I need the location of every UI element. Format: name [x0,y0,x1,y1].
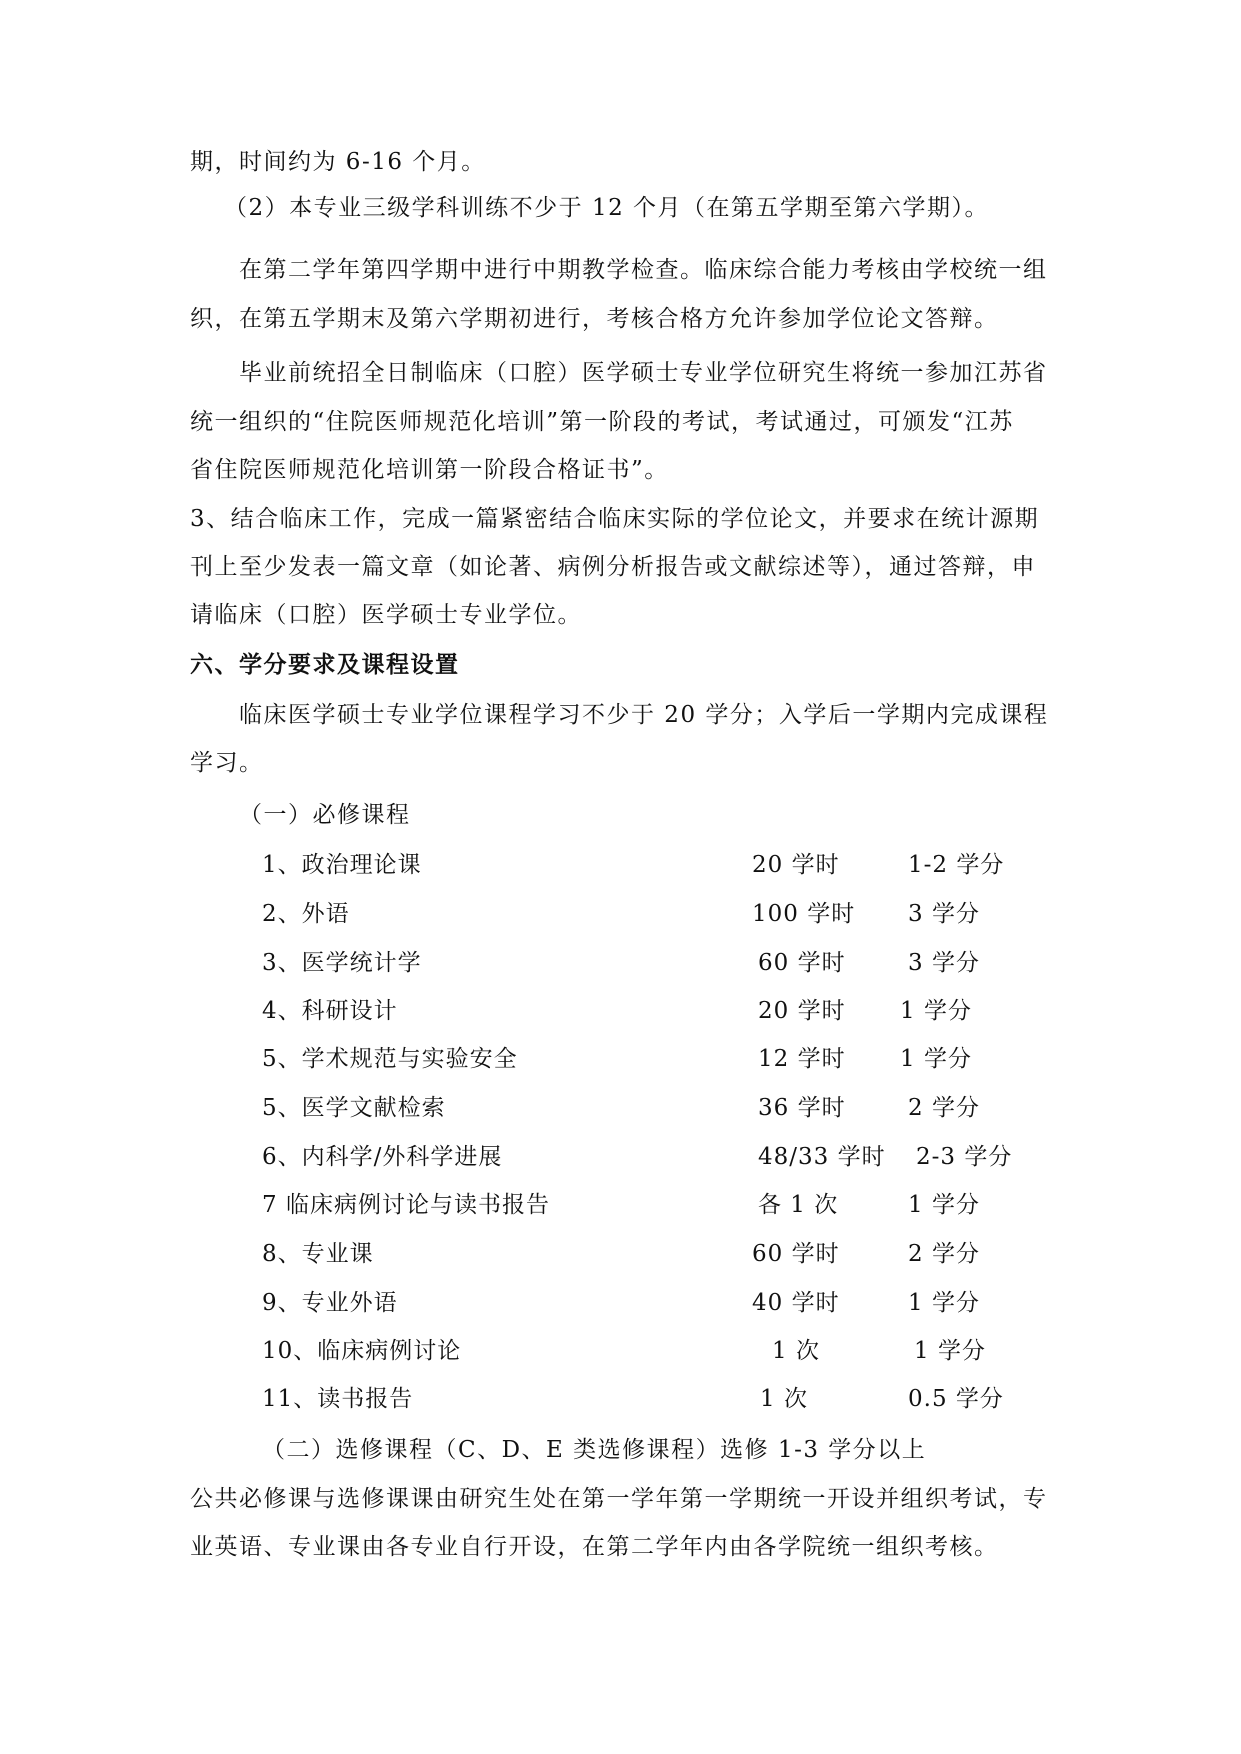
course-hours: 60 学时 [752,1241,840,1267]
course-hours: 48/33 学时 [758,1144,886,1170]
course-hours: 1 次 [760,1386,808,1412]
course-name: 6、内科学/外科学进展 [262,1144,503,1170]
course-name: 4、科研设计 [262,998,398,1024]
intro-line: 临床医学硕士专业学位课程学习不少于 20 学分；入学后一学期内完成课程 [239,702,1049,728]
paragraph-line: 在第二学年第四学期中进行中期教学检查。临床综合能力考核由学校统一组 [239,257,1048,283]
course-credits: 1-2 学分 [908,852,1005,878]
course-name: 5、医学文献检索 [262,1095,446,1121]
course-hours: 各 1 次 [758,1192,839,1218]
course-credits: 1 学分 [900,998,972,1024]
paragraph-line: 毕业前统招全日制临床（口腔）医学硕士专业学位研究生将统一参加江苏省 [239,360,1048,386]
course-credits: 1 学分 [914,1338,986,1364]
course-name: 2、外语 [262,901,350,927]
closing-line: 公共必修课与选修课课由研究生处在第一学年第一学期统一开设并组织考试，专 [190,1486,1048,1512]
paragraph-line: 织，在第五学期末及第六学期初进行，考核合格方允许参加学位论文答辩。 [190,306,999,332]
paragraph-line: 刊上至少发表一篇文章（如论著、病例分析报告或文献综述等），通过答辩，申 [190,554,1036,580]
course-credits: 1 学分 [908,1192,980,1218]
course-name: 5、学术规范与实验安全 [262,1046,518,1072]
paragraph-line: 期，时间约为 6-16 个月。 [190,149,486,175]
course-credits: 3 学分 [908,950,980,976]
intro-line: 学习。 [190,750,264,776]
course-name: 7 临床病例讨论与读书报告 [262,1192,550,1218]
course-credits: 2 学分 [908,1095,980,1121]
required-courses-heading: （一）必修课程 [239,802,411,828]
course-credits: 0.5 学分 [908,1386,1004,1412]
course-hours: 60 学时 [758,950,846,976]
course-credits: 1 学分 [900,1046,972,1072]
course-name: 8、专业课 [262,1241,374,1267]
paragraph-line: 省住院医师规范化培训第一阶段合格证书”。 [190,457,669,483]
paragraph-line: 3、结合临床工作，完成一篇紧密结合临床实际的学位论文，并要求在统计源期 [190,506,1040,532]
paragraph-line: 统一组织的“住院医师规范化培训”第一阶段的考试，考试通过，可颁发“江苏 [190,409,1014,435]
course-credits: 3 学分 [908,901,980,927]
course-hours: 100 学时 [752,901,856,927]
course-hours: 40 学时 [752,1290,840,1316]
course-hours: 36 学时 [758,1095,846,1121]
elective-courses-heading: （二）选修课程（C、D、E 类选修课程）选修 1-3 学分以上 [262,1437,927,1463]
course-credits: 2-3 学分 [916,1144,1013,1170]
course-name: 10、临床病例讨论 [262,1338,462,1364]
paragraph-line: 请临床（口腔）医学硕士专业学位。 [190,602,582,628]
section-heading: 六、学分要求及课程设置 [190,651,460,678]
course-hours: 12 学时 [758,1046,846,1072]
course-hours: 1 次 [772,1338,820,1364]
paragraph-line: （2）本专业三级学科训练不少于 12 个月（在第五学期至第六学期）。 [224,195,990,221]
closing-line: 业英语、专业课由各专业自行开设，在第二学年内由各学院统一组织考核。 [190,1534,999,1560]
course-hours: 20 学时 [758,998,846,1024]
course-name: 1、政治理论课 [262,852,422,878]
course-name: 9、专业外语 [262,1290,398,1316]
course-name: 11、读书报告 [262,1386,414,1412]
course-name: 3、医学统计学 [262,950,422,976]
course-credits: 1 学分 [908,1290,980,1316]
course-credits: 2 学分 [908,1241,980,1267]
course-hours: 20 学时 [752,852,840,878]
